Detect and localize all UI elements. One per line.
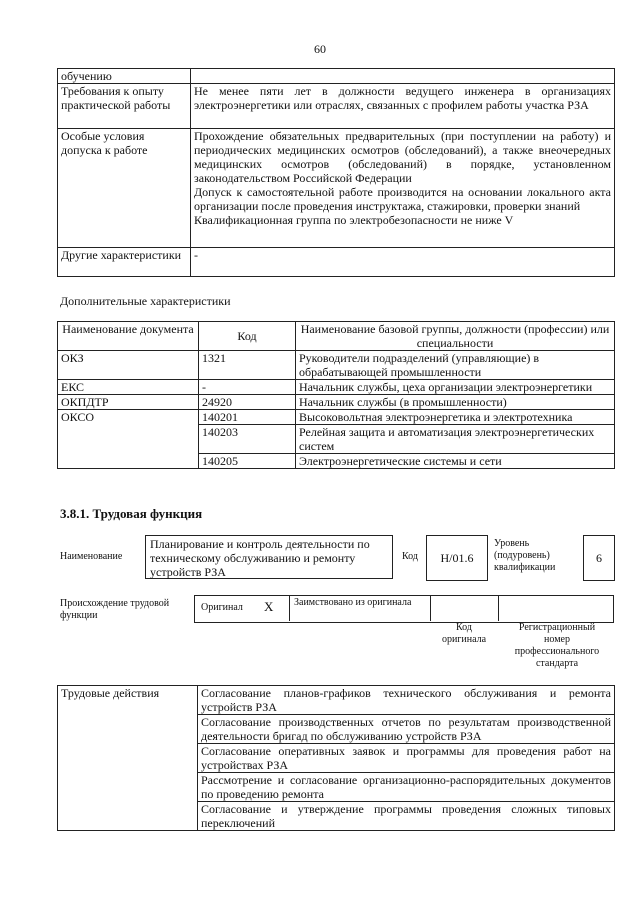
column-header: Наименование документа <box>58 322 199 351</box>
cell-name: Начальник службы, цеха организации электроэнергетики <box>296 380 615 395</box>
conditions-table <box>57 68 615 277</box>
cell-name: Электроэнергетические системы и сети <box>296 454 615 469</box>
row-label: обучению <box>58 69 191 84</box>
cell-code: 1321 <box>199 351 296 380</box>
row-value <box>191 129 615 248</box>
cell-name: Начальник службы (в промышленности) <box>296 395 615 410</box>
table-row <box>58 410 615 425</box>
code-caption: Код оригинала <box>441 622 487 645</box>
row-label: Особые условия допуска к работе <box>58 129 191 248</box>
page-number: 60 <box>314 42 326 56</box>
table-row <box>58 395 615 410</box>
divider <box>289 595 291 621</box>
row-label: Другие характеристики <box>58 248 191 277</box>
cell-name: Руководители подразделений (управляющие) в обрабатывающей промышленности <box>296 351 615 380</box>
section-heading: 3.8.1. Трудовая функция <box>60 506 203 521</box>
function-name-value: Планирование и контроль деятельности по техническому обслуживанию и ремонту устройств РЗА <box>145 535 393 579</box>
additional-table <box>57 321 615 469</box>
cell-name: Высоковольтная электроэнергетика и электротехника <box>296 410 615 425</box>
cell-code: 140205 <box>199 454 296 469</box>
table-row <box>58 380 615 395</box>
row-label: Требования к опыту практической работы <box>58 84 191 129</box>
actions-label: Трудовые действия <box>58 686 198 831</box>
table-row <box>58 686 615 715</box>
cell-code: 24920 <box>199 395 296 410</box>
action-item: Согласование оперативных заявок и программы для проведения работ на устройствах РЗА <box>198 744 615 773</box>
action-item: Согласование и утверждение программы проведения сложных типовых переключений <box>198 802 615 831</box>
table-row <box>58 351 615 380</box>
table-row <box>58 248 615 277</box>
action-item: Согласование планов-графиков технического обслуживания и ремонта устройств РЗА <box>198 686 615 715</box>
row-value: - <box>191 248 615 277</box>
cell-doc: ОКЗ <box>58 351 199 380</box>
level-value: 6 <box>583 535 615 581</box>
row-value <box>191 69 615 84</box>
table-header-row <box>58 322 615 351</box>
borrowed-label: Заимствовано из оригинала <box>294 597 412 608</box>
function-name-label: Наименование <box>60 551 123 562</box>
function-code-label: Код <box>402 551 418 562</box>
value-line: Квалификационная группа по электробезопасности не ниже V <box>194 213 514 227</box>
origin-label: Происхождение трудовой функции <box>60 598 170 621</box>
table-row <box>58 129 615 248</box>
column-header: Код <box>199 322 296 351</box>
function-code-value: Н/01.6 <box>426 535 488 581</box>
reg-caption: Регистрационный номер профессионального стандарта <box>514 622 600 669</box>
action-item: Согласование производственных отчетов по результатам производственной деятельности бригад по обслуживанию устройств РЗА <box>198 715 615 744</box>
section-title: Дополнительные характеристики <box>60 294 231 308</box>
level-label: Уровень (подуровень) квалификации <box>494 538 556 573</box>
row-value: Не менее пяти лет в должности ведущего инженера в организациях электроэнергетики или отраслях, связанных с профилем работы участка РЗА <box>191 84 615 129</box>
cell-doc: ЕКС <box>58 380 199 395</box>
divider <box>430 595 432 621</box>
divider <box>498 595 500 621</box>
column-header: Наименование базовой группы, должности (профессии) или специальности <box>296 322 615 351</box>
cell-doc: ОКПДТР <box>58 395 199 410</box>
cell-doc: ОКСО <box>58 410 199 469</box>
value-line: Допуск к самостоятельной работе производится на основании локального акта организации после проведения инструктажа, стажировки, проверки знаний <box>194 185 611 213</box>
cell-code: - <box>199 380 296 395</box>
value-line: Прохождение обязательных предварительных (при поступлении на работу) и периодических медицинских осмотров (обследований), а также внеочередных медицинских осмотров (обследований) в порядке, установленном законодательством Российской Федерации <box>194 129 611 185</box>
cell-code: 140203 <box>199 425 296 454</box>
cell-name: Релейная защита и автоматизация электроэнергетических систем <box>296 425 615 454</box>
action-item: Рассмотрение и согласование организационно-распорядительных документов по проведению ремонта <box>198 773 615 802</box>
actions-table <box>57 685 615 831</box>
original-label: Оригинал <box>201 602 243 613</box>
table-row <box>58 69 615 84</box>
table-row <box>58 84 615 129</box>
original-mark: X <box>264 599 274 614</box>
cell-code: 140201 <box>199 410 296 425</box>
